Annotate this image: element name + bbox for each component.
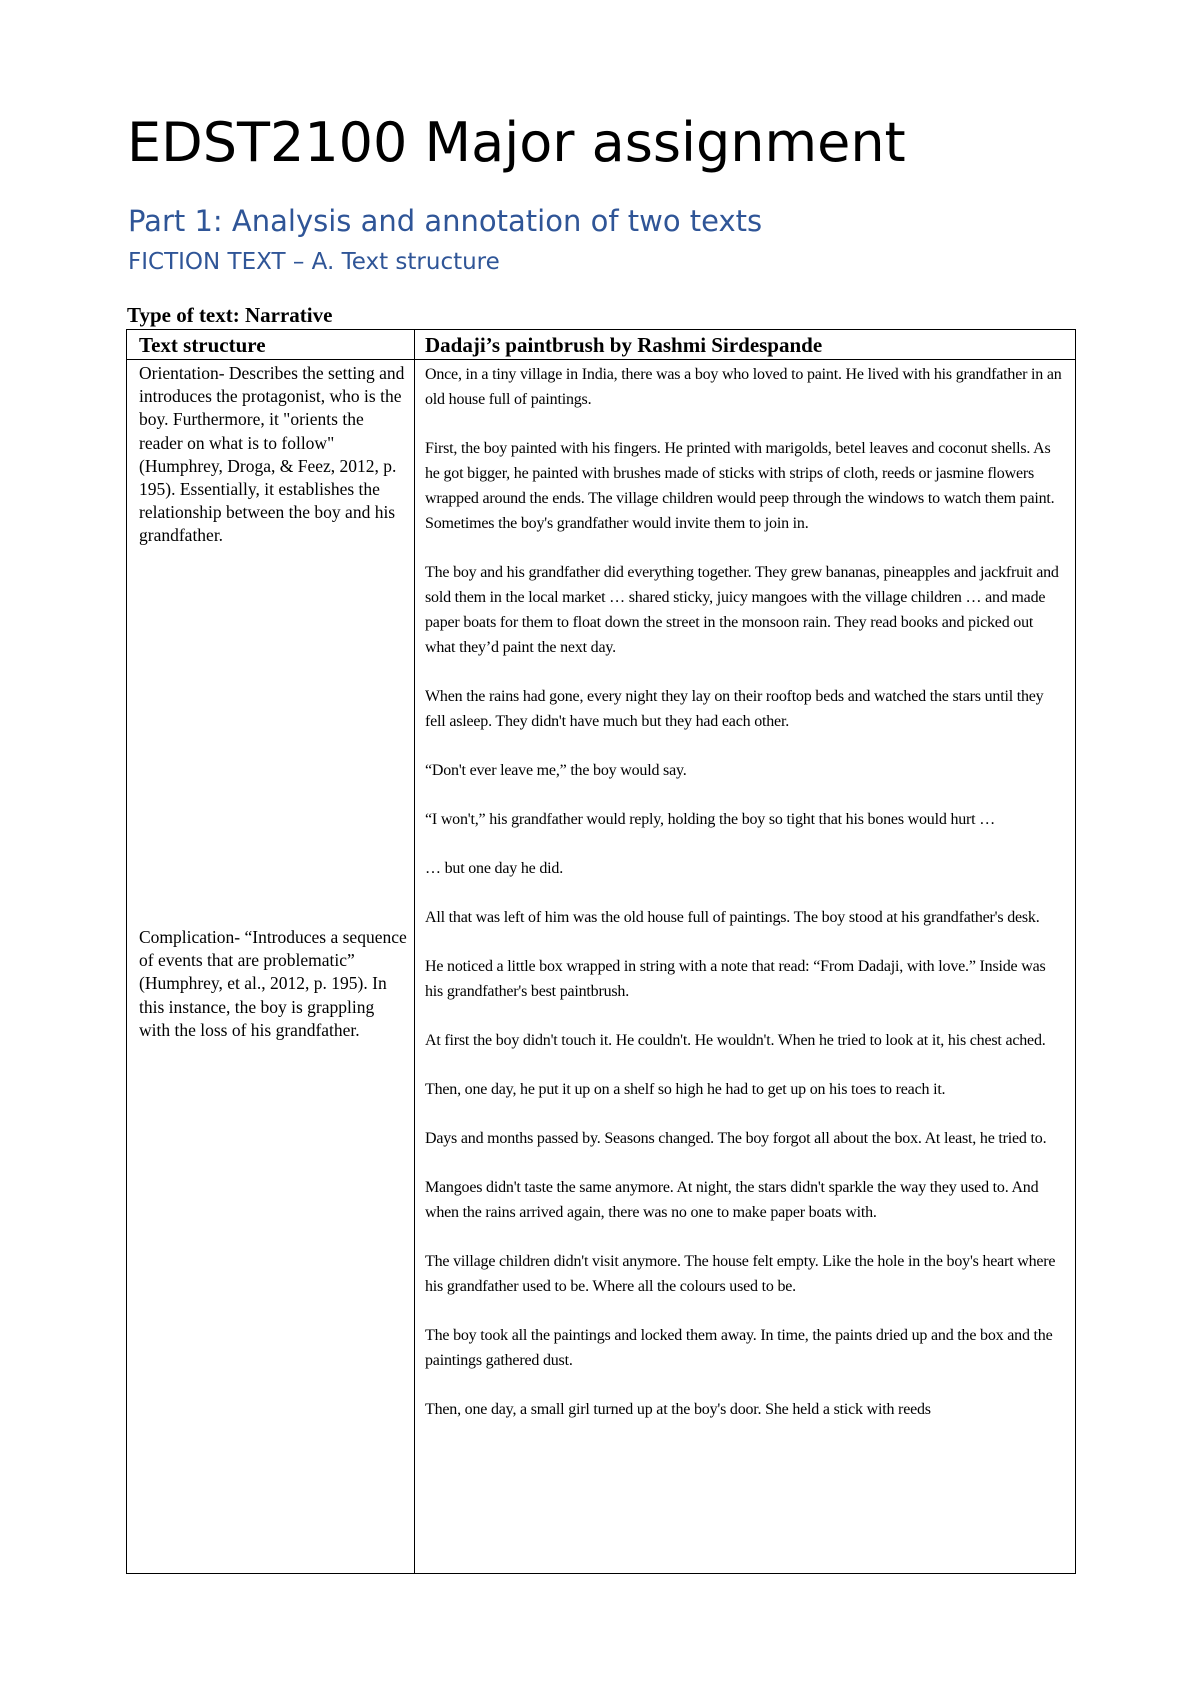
story-paragraph: Mangoes didn't taste the same anymore. At night, the stars didn't sparkle the way they used to. And when the rains arrived again, there was no one to make paper boats with. <box>425 1179 1039 1221</box>
story-paragraph: Then, one day, he put it up on a shelf so high he had to get up on his toes to reach it. <box>425 1081 946 1098</box>
section-heading: FICTION TEXT – A. Text structure <box>128 249 500 275</box>
document-title: EDST2100 Major assignment <box>127 111 906 174</box>
story-paragraph: The boy and his grandfather did everything together. They grew bananas, pineapples and jackfruit and sold them in the local market … shared sticky, juicy mangoes with the village children … and made paper boats for them to float down the street in the monsoon rain. They read books and picked out what they’d paint the next day. <box>425 564 1059 656</box>
annotation-text: Orientation- Describes the setting and introduces the protagonist, who is the boy. Furthermore, it "orients the reader on what is to follow" (Humphrey, Droga, & Feez, 2012, p. 195). Essentially, it establishes the relationship between the boy and his grandfather. <box>139 363 405 546</box>
header-divider <box>127 359 1075 360</box>
story-paragraph: Then, one day, a small girl turned up at the boy's door. She held a stick with reeds <box>425 1401 931 1418</box>
story-paragraph: “Don't ever leave me,” the boy would say. <box>425 762 687 779</box>
part-heading: Part 1: Analysis and annotation of two texts <box>128 204 763 238</box>
story-paragraph: … but one day he did. <box>425 860 563 877</box>
story-paragraph: Once, in a tiny village in India, there was a boy who loved to paint. He lived with his grandfather in an old house full of paintings. <box>425 366 1062 408</box>
story-paragraph: “I won't,” his grandfather would reply, holding the boy so tight that his bones would hurt … <box>425 811 996 828</box>
story-paragraph: When the rains had gone, every night they lay on their rooftop beds and watched the stars until they fell asleep. They didn't have much but they had each other. <box>425 688 1044 730</box>
annotation-text: Complication- “Introduces a sequence of events that are problematic” (Humphrey, et al., 2012, p. 195). In this instance, the boy is grappling with the loss of his grandfather. <box>139 927 407 1040</box>
table-header-text-structure: Text structure <box>139 333 266 357</box>
text-type-label: Type of text: Narrative <box>127 303 333 327</box>
table-header-story-title: Dadaji’s paintbrush by Rashmi Sirdespande <box>425 333 823 357</box>
story-paragraph: First, the boy painted with his fingers. He printed with marigolds, betel leaves and coconut shells. As he got bigger, he painted with brushes made of sticks with strips of cloth, reeds or jasmine flowers wrapped around the ends. The village children would peep through the windows to watch them paint. Sometimes the boy's grandfather would invite them to join in. <box>425 440 1055 532</box>
story-paragraph: All that was left of him was the old house full of paintings. The boy stood at his grandfather's desk. <box>425 909 1040 926</box>
story-paragraph: He noticed a little box wrapped in string with a note that read: “From Dadaji, with love.” Inside was his grandfather's best paintbrush. <box>425 958 1046 1000</box>
story-paragraph: Days and months passed by. Seasons changed. The boy forgot all about the box. At least, he tried to. <box>425 1130 1047 1147</box>
annotation-orientation <box>139 362 407 548</box>
story-paragraph: The village children didn't visit anymore. The house felt empty. Like the hole in the boy's heart where his grandfather used to be. Where all the colours used to be. <box>425 1253 1056 1295</box>
story-text-cell <box>425 362 1065 1446</box>
column-divider <box>414 330 415 1573</box>
story-paragraph: At first the boy didn't touch it. He couldn't. He wouldn't. When he tried to look at it, his chest ached. <box>425 1032 1046 1049</box>
story-paragraph: The boy took all the paintings and locked them away. In time, the paints dried up and the box and the paintings gathered dust. <box>425 1327 1053 1369</box>
annotation-complication <box>139 926 407 1042</box>
analysis-table <box>126 329 1076 1574</box>
